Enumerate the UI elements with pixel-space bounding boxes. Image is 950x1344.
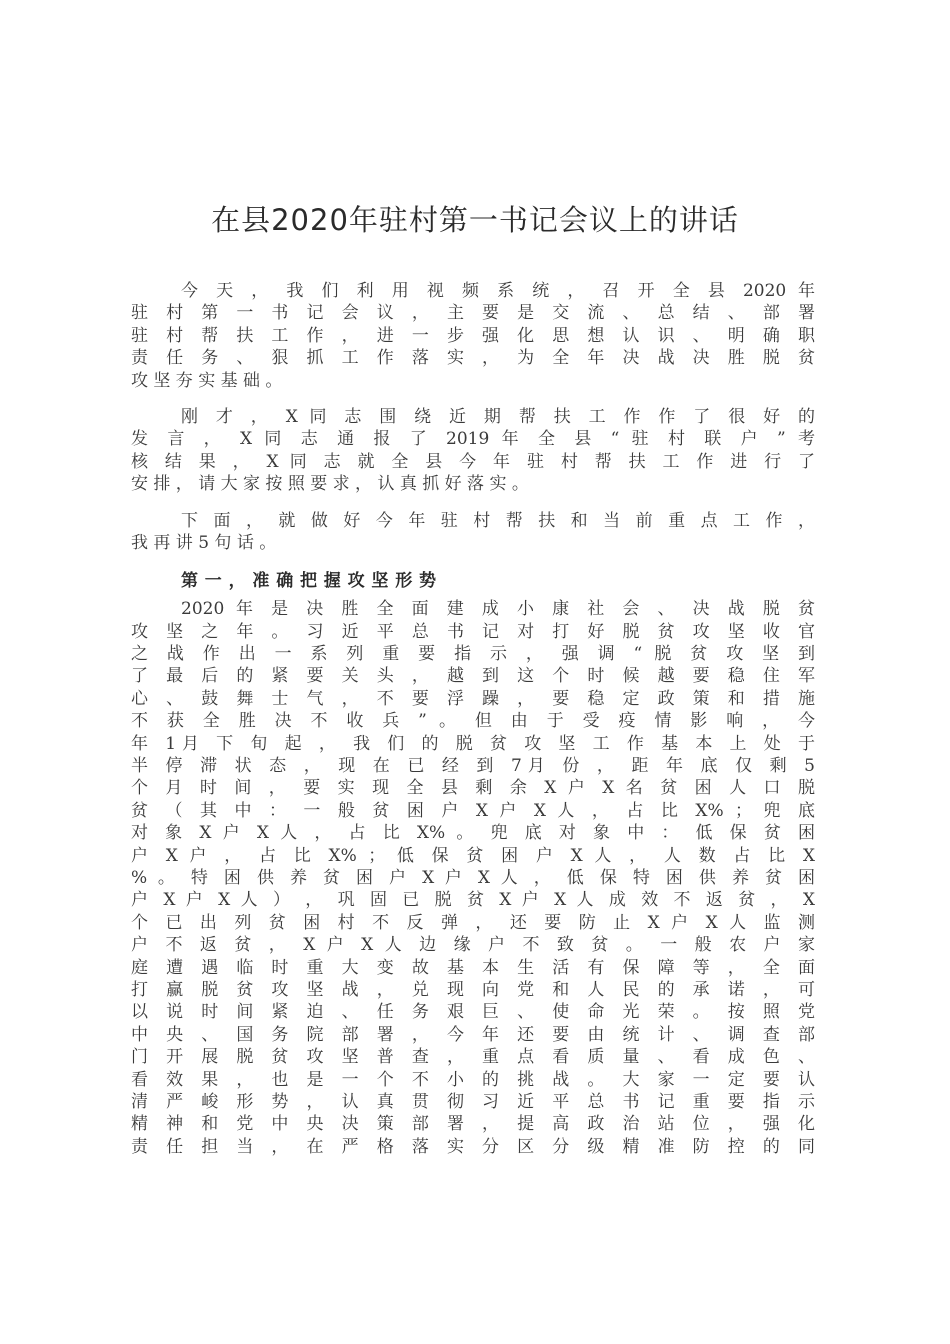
paragraph-line: 门 开 展 脱 贫 攻 坚 普 查 ， 重 点 看 质 量 、 看 成 色 、 [131,1047,815,1068]
paragraph-line: 核 结 果 ， X 同 志 就 全 县 今 年 驻 村 帮 扶 工 作 进 行 了 [131,451,815,472]
paragraph-line: 攻 坚 夯 实 基 础 。 [131,370,283,391]
paragraph-line: 中 央 、 国 务 院 部 署 ， 今 年 还 要 由 统 计 、 调 查 部 [131,1024,815,1045]
paragraph-line: 之 战 作 出 一 系 列 重 要 指 示 ， 强 调 “ 脱 贫 攻 坚 到 [131,644,815,665]
section-heading: 第一，准确把握攻坚形势 [181,571,443,592]
document-title: 在县2020年驻村第一书记会议上的讲话 [211,203,739,237]
paragraph-1 [131,280,815,392]
paragraph-line: 打 赢 脱 贫 攻 坚 战 ， 兑 现 向 党 和 人 民 的 承 诺 ， 可 [131,979,815,1000]
paragraph-line: 今 天 ， 我 们 利 用 视 频 系 统 ， 召 开 全 县 2020 年 [181,281,815,301]
paragraph-line: 2020 年 是 决 胜 全 面 建 成 小 康 社 会 、 决 战 脱 贫 [181,599,815,620]
document-body [131,280,815,1172]
paragraph-line: 户 X 户 X 人 ） ， 巩 固 已 脱 贫 X 户 X 人 成 效 不 返 贫 ， X [131,890,815,911]
paragraph-line: 个 月 时 间 ， 要 实 现 全 县 剩 余 X 户 X 名 贫 困 人 口 脱 [131,778,815,799]
paragraph-line: 驻 村 帮 扶 工 作 ， 进 一 步 强 化 思 想 认 识 、 明 确 职 [131,325,815,346]
paragraph-line: 驻 村 第 一 书 记 会 议 ， 主 要 是 交 流 、 总 结 、 部 署 [131,303,815,324]
paragraph-line: 了 最 后 的 紧 要 关 头 ， 越 到 这 个 时 候 越 要 稳 住 军 [131,666,815,687]
paragraph-line: 刚 才 ， X 同 志 围 绕 近 期 帮 扶 工 作 作 了 很 好 的 [181,406,815,427]
paragraph-line: % 。 特 困 供 养 贫 困 户 X 户 X 人 ， 低 保 特 困 供 养 贫 困 [131,867,815,888]
paragraph-line: 精 神 和 党 中 央 决 策 部 署 ， 提 高 政 治 站 位 ， 强 化 [131,1114,815,1135]
section-paragraph [131,598,815,1158]
paragraph-line: 心 、 鼓 舞 士 气 ， 不 要 浮 躁 ， 要 稳 定 政 策 和 措 施 [131,688,815,709]
paragraph-line: 安 排 ， 请 大 家 按 照 要 求 ， 认 真 抓 好 落 实 。 [131,474,529,495]
paragraph-line: 责 任 务 、 狠 抓 工 作 落 实 ， 为 全 年 决 战 决 胜 脱 贫 [131,348,815,369]
paragraph-line: 看 效 果 ， 也 是 一 个 不 小 的 挑 战 。 大 家 一 定 要 认 [131,1069,815,1090]
paragraph-2 [131,406,815,496]
paragraph-3 [131,510,815,555]
paragraph-line: 清 严 峻 形 势 ， 认 真 贯 彻 习 近 平 总 书 记 重 要 指 示 [131,1091,815,1112]
paragraph-line: 我 再 讲 5 句 话 。 [131,532,277,553]
paragraph-line: 攻 坚 之 年 。 习 近 平 总 书 记 对 打 好 脱 贫 攻 坚 收 官 [131,621,815,642]
paragraph-line: 半 停 滞 状 态 ， 现 在 已 经 到 7月 份 ， 距 年 底 仅 剩 5 [131,756,815,777]
paragraph-line: 下 面 ， 就 做 好 今 年 驻 村 帮 扶 和 当 前 重 点 工 作 ， [181,510,815,531]
paragraph-line: 贫 （ 其 中 ： 一 般 贫 困 户 X 户 X 人 ， 占 比 X% ； 兜 底 [131,800,815,821]
paragraph-line: 以 说 时 间 紧 迫 、 任 务 艰 巨 、 使 命 光 荣 。 按 照 党 [131,1002,815,1023]
paragraph-line: 发 言 ， X 同 志 通 报 了 2019 年 全 县 “ 驻 村 联 户 ” 考 [131,429,815,450]
paragraph-line: 对 象 X 户 X 人 ， 占 比 X% 。 兜 底 对 象 中 ： 低 保 贫 困 [131,823,815,844]
paragraph-line: 个 已 出 列 贫 困 村 不 反 弹 ， 还 要 防 止 X 户 X 人 监 测 [131,912,815,933]
paragraph-line: 年 1月 下 旬 起 ， 我 们 的 脱 贫 攻 坚 工 作 基 本 上 处 于 [131,733,815,754]
paragraph-line: 户 不 返 贫 ， X 户 X 人 边 缘 户 不 致 贫 。 一 般 农 户 家 [131,935,815,956]
paragraph-line: 户 X 户 ， 占 比 X% ； 低 保 贫 困 户 X 人 ， 人 数 占 比 X [131,845,815,866]
paragraph-line: 责 任 担 当 ， 在 严 格 落 实 分 区 分 级 精 准 防 控 的 同 [131,1136,815,1157]
paragraph-line: 不 获 全 胜 决 不 收 兵 ” 。 但 由 于 受 疫 情 影 响 ， 今 [131,711,815,732]
paragraph-line: 庭 遭 遇 临 时 重 大 变 故 基 本 生 活 有 保 障 等 ， 全 面 [131,957,815,978]
